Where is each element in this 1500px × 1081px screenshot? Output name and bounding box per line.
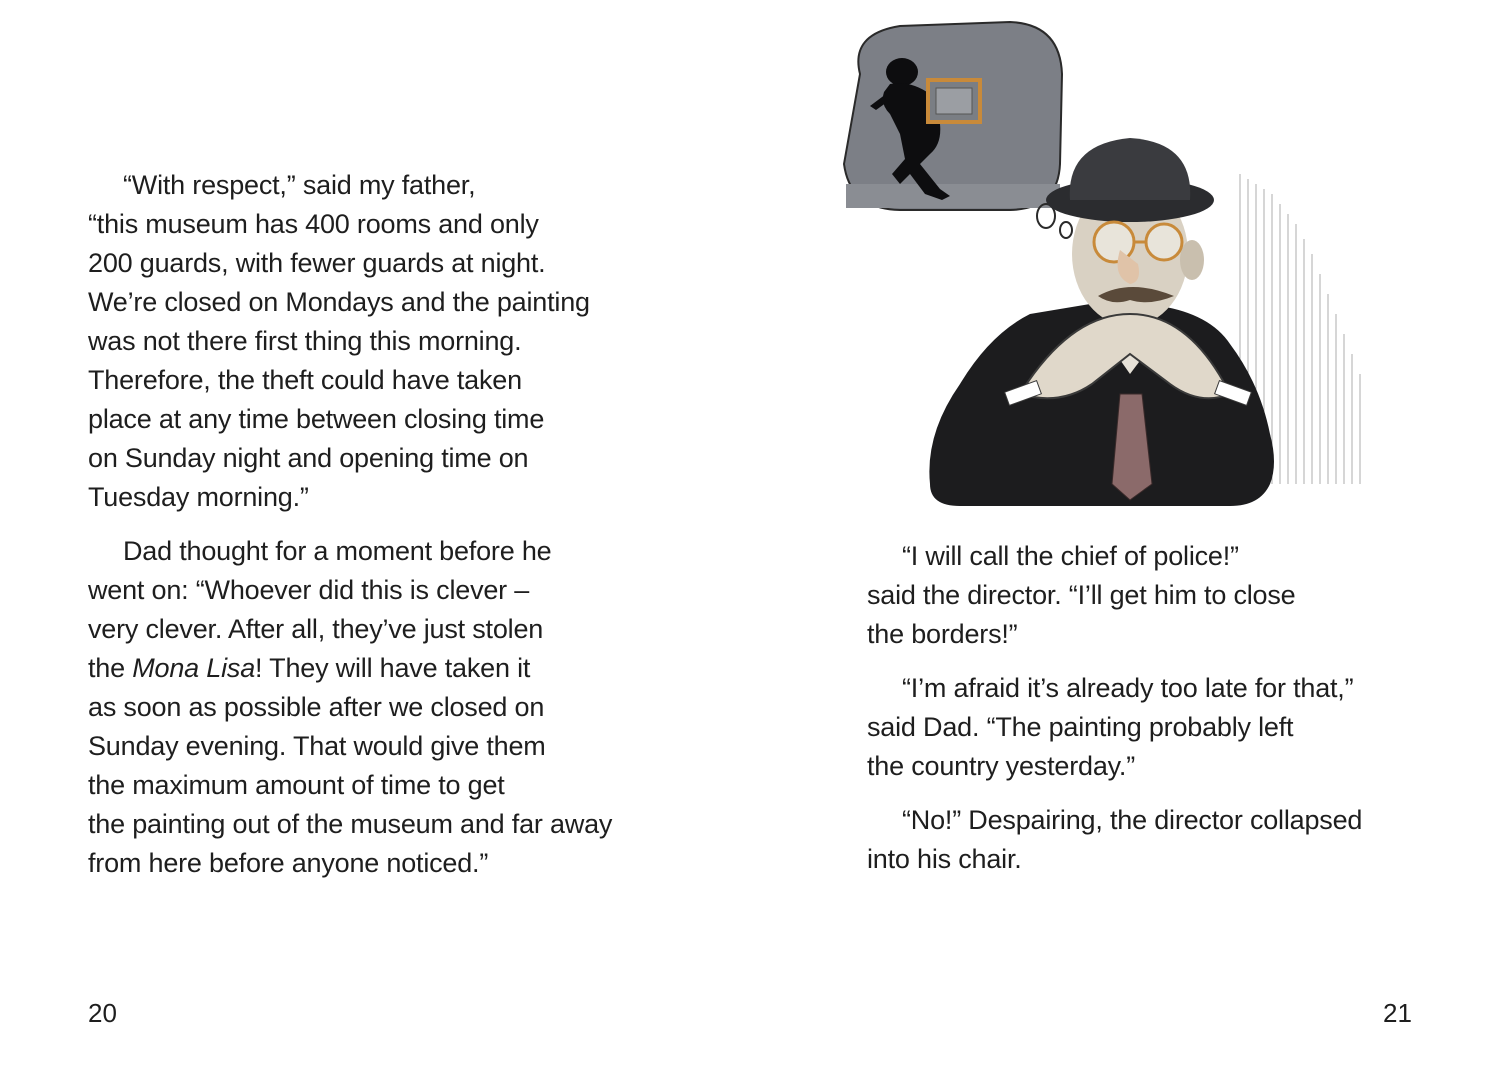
text-line: was not there first thing this morning. [88, 326, 522, 356]
text-line: very clever. After all, they’ve just stolen [88, 614, 544, 644]
text-line: Sunday evening. That would give them [88, 731, 546, 761]
text-line: Dad thought for a moment before he [123, 536, 552, 566]
text-line: the painting out of the museum and far away [88, 809, 613, 839]
page-number: 21 [1383, 998, 1412, 1028]
thought-dot [1060, 222, 1072, 238]
paragraph-2 [867, 669, 1467, 786]
paragraph-1 [88, 166, 688, 517]
text-line: the maximum amount of time to get [88, 770, 505, 800]
italic-title: Mona Lisa [132, 653, 256, 683]
text-fragment: the [88, 653, 133, 683]
right-page-text [867, 537, 1467, 879]
text-line: “this museum has 400 rooms and only [88, 209, 539, 239]
text-line: on Sunday night and opening time on [88, 443, 529, 473]
paragraph-3 [867, 801, 1467, 879]
text-line: We’re closed on Mondays and the painting [88, 287, 590, 317]
text-line: the borders!” [867, 619, 1018, 649]
page-number: 20 [88, 998, 117, 1028]
text-fragment: ! They will have taken it [255, 653, 531, 683]
text-line: 200 guards, with fewer guards at night. [88, 248, 546, 278]
paragraph-2 [88, 532, 688, 883]
museum-director-thinking-of-thief-illustration [830, 14, 1390, 514]
text-line-with-italic [88, 649, 688, 688]
text-line: “No!” Despairing, the director collapsed [902, 805, 1363, 835]
text-line: “I will call the chief of police!” [902, 541, 1239, 571]
text-line: place at any time between closing time [88, 404, 545, 434]
text-line: as soon as possible after we closed on [88, 692, 545, 722]
thought-bubble [844, 22, 1062, 210]
text-line: said the director. “I’ll get him to close [867, 580, 1296, 610]
paragraph-1 [867, 537, 1467, 654]
text-line: from here before anyone noticed.” [88, 848, 489, 878]
text-line: “I’m afraid it’s already too late for that,” [902, 673, 1354, 703]
text-line: said Dad. “The painting probably left [867, 712, 1294, 742]
text-line: went on: “Whoever did this is clever – [88, 575, 530, 605]
text-line: “With respect,” said my father, [123, 170, 476, 200]
text-line: Therefore, the theft could have taken [88, 365, 522, 395]
text-line: the country yesterday.” [867, 751, 1136, 781]
right-page [750, 0, 1500, 1081]
text-line: Tuesday morning.” [88, 482, 309, 512]
text-line: into his chair. [867, 844, 1022, 874]
left-page-text [88, 166, 688, 883]
